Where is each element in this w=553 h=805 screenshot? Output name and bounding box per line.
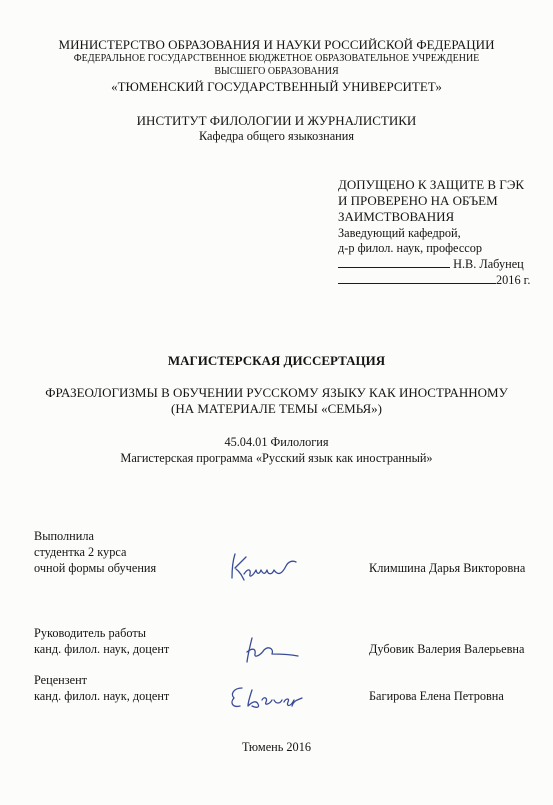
- head-of-department-name: Н.В. Лабунец: [453, 257, 524, 271]
- approval-line3: ЗАИМСТВОВАНИЯ: [338, 209, 455, 224]
- author-signature: [226, 548, 298, 590]
- university-name: «ТЮМЕНСКИЙ ГОСУДАРСТВЕННЫЙ УНИВЕРСИТЕТ»: [111, 79, 442, 94]
- author-name: Климшина Дарья Викторовна: [369, 561, 526, 575]
- approval-signature-row: [338, 257, 524, 270]
- specialty-code: 45.04.01 Филология: [224, 435, 329, 449]
- approval-line2: И ПРОВЕРЕНО НА ОБЪЕМ: [338, 193, 498, 208]
- city-year: Тюмень 2016: [241, 740, 312, 754]
- supervisor-degree: канд. филол. наук, доцент: [34, 642, 170, 656]
- author-label: Выполнила: [34, 529, 94, 543]
- thesis-title-line2: (НА МАТЕРИАЛЕ ТЕМЫ «СЕМЬЯ»): [170, 401, 383, 416]
- reviewer-signature: [226, 680, 310, 714]
- supervisor-signature: [238, 630, 300, 670]
- reviewer-degree: канд. филол. наук, доцент: [34, 689, 170, 703]
- date-line: [338, 273, 496, 284]
- reviewer-label: Рецензент: [34, 673, 88, 687]
- approval-year: 2016 г.: [496, 273, 531, 287]
- approval-line1: ДОПУЩЕНО К ЗАЩИТЕ В ГЭК: [338, 177, 525, 192]
- author-course: студентка 2 курса: [34, 545, 127, 559]
- thesis-type: МАГИСТЕРСКАЯ ДИССЕРТАЦИЯ: [167, 353, 386, 368]
- thesis-title-line1: ФРАЗЕОЛОГИЗМЫ В ОБУЧЕНИИ РУССКОМУ ЯЗЫКУ КАК ИНОСТРАННОМУ: [45, 385, 508, 400]
- approval-degree: д-р филол. наук, профессор: [338, 241, 483, 255]
- institute-name: ИНСТИТУТ ФИЛОЛОГИИ И ЖУРНАЛИСТИКИ: [136, 113, 417, 128]
- author-study-form: очной формы обучения: [34, 561, 157, 575]
- institution-type-line1: ФЕДЕРАЛЬНОЕ ГОСУДАРСТВЕННОЕ БЮДЖЕТНОЕ ОБРАЗОВАТЕЛЬНОЕ УЧРЕЖДЕНИЕ: [73, 53, 480, 64]
- approval-date-row: [338, 273, 530, 286]
- supervisor-name: Дубовик Валерия Валерьевна: [369, 642, 525, 656]
- supervisor-label: Руководитель работы: [34, 626, 146, 640]
- reviewer-name: Багирова Елена Петровна: [369, 689, 504, 703]
- institution-type-line2: ВЫСШЕГО ОБРАЗОВАНИЯ: [214, 66, 339, 77]
- ministry-name: МИНИСТЕРСТВО ОБРАЗОВАНИЯ И НАУКИ РОССИЙСКОЙ ФЕДЕРАЦИИ: [58, 37, 495, 52]
- master-program: Магистерская программа «Русский язык как иностранный»: [120, 451, 433, 465]
- department-name: Кафедра общего языкознания: [199, 129, 354, 143]
- approval-role: Заведующий кафедрой,: [338, 226, 461, 240]
- signature-line: [338, 257, 450, 268]
